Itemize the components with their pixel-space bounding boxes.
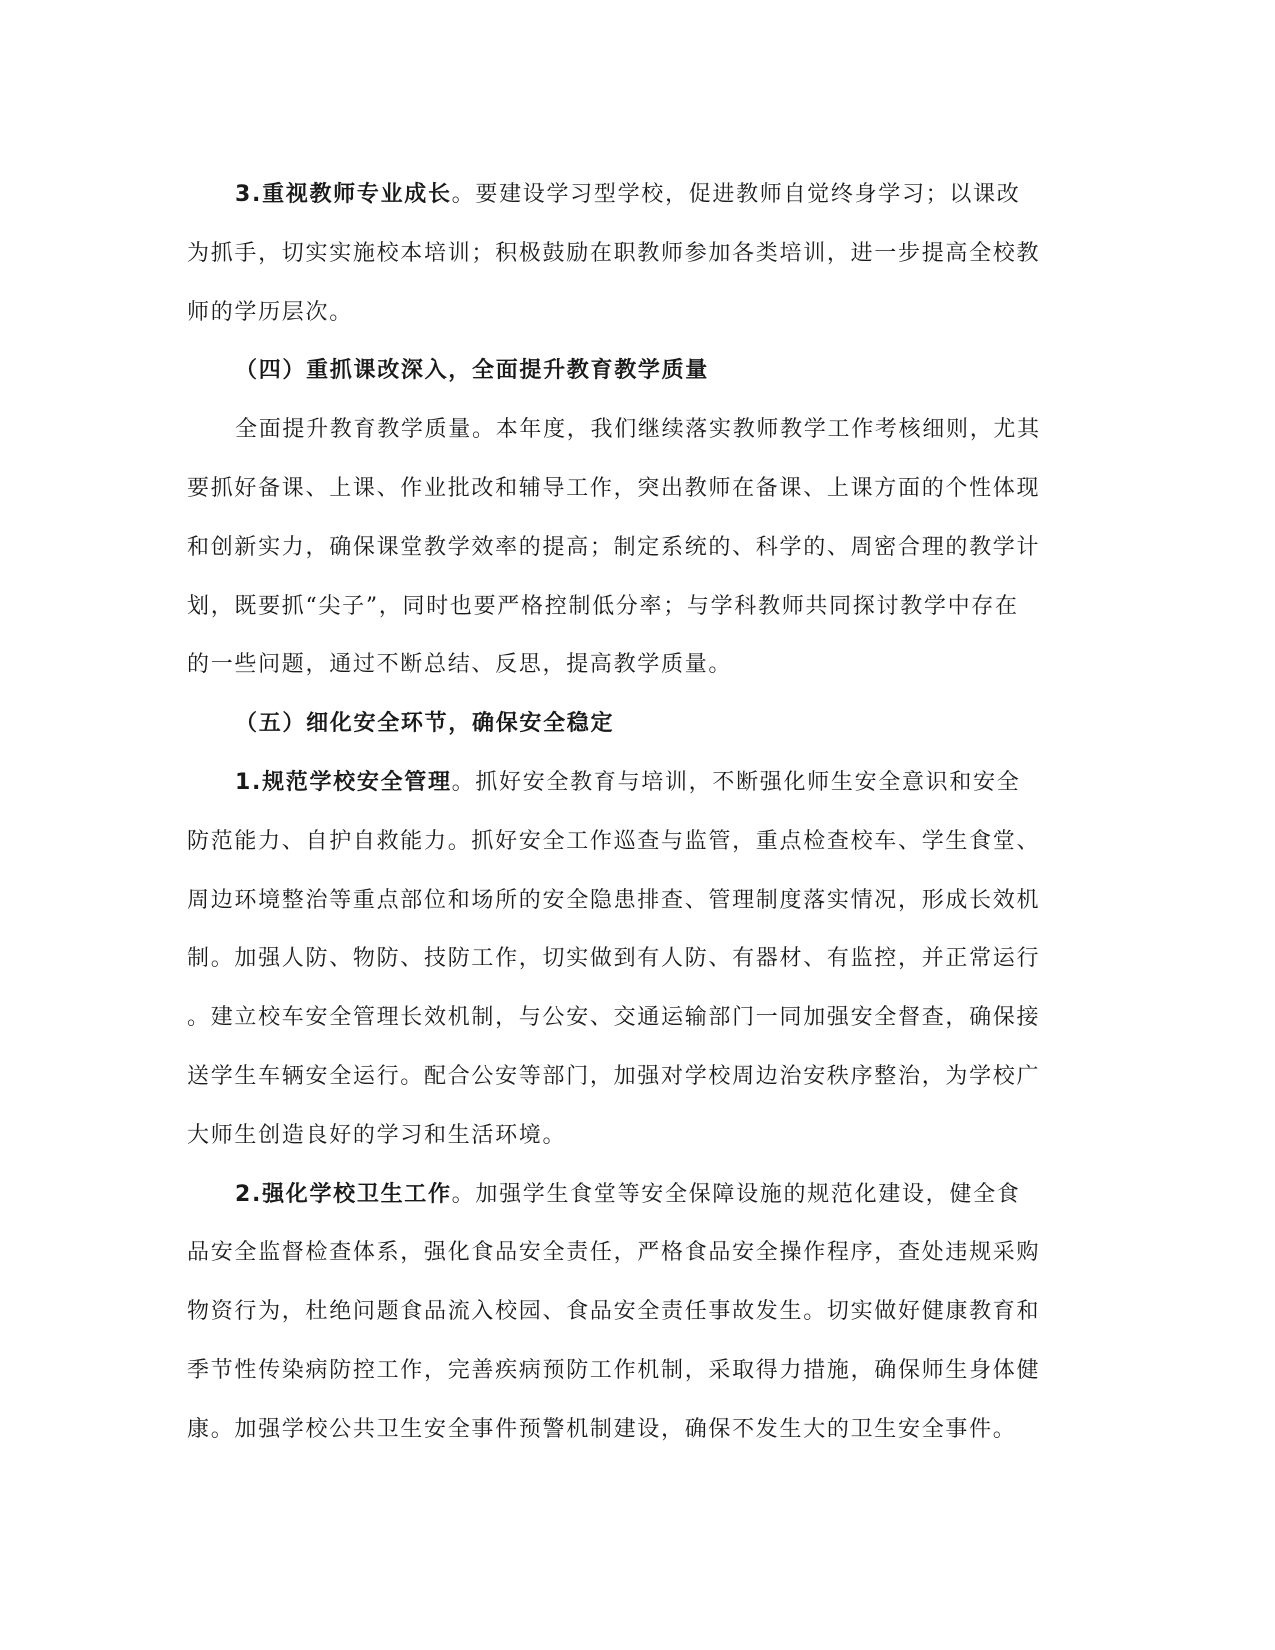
paragraph-teaching-quality — [187, 401, 1087, 695]
paragraph-teacher-growth — [187, 166, 1087, 342]
paragraph-text: 的一些问题，通过不断总结、反思，提高教学质量。 — [187, 652, 733, 678]
paragraph-text: 师的学历层次。 — [187, 299, 353, 325]
paragraph-text: 。要建设学习型学校，促进教师自觉终身学习；以课改 — [451, 182, 1021, 207]
paragraph-text: 防范能力、自护自救能力。抓好安全工作巡查与监管，重点检查校车、学生食堂、 — [187, 828, 1041, 854]
section-heading-4: （四）重抓课改深入，全面提升教育教学质量 — [235, 358, 710, 384]
paragraph-text: 。抓好安全教育与培训，不断强化师生安全意识和安全 — [451, 769, 1021, 795]
paragraph-text: 物资行为，杜绝问题食品流入校园、食品安全责任事故发生。切实做好健康教育和 — [187, 1299, 1041, 1325]
paragraph-text: 制。加强人防、物防、技防工作，切实做到有人防、有器材、有监控，并正常运行 — [187, 946, 1041, 972]
paragraph-safety-management — [187, 754, 1087, 1166]
paragraph-text: 康。加强学校公共卫生安全事件预警机制建设，确保不发生大的卫生安全事件。 — [187, 1416, 1017, 1442]
paragraph-text: 为抓手，切实实施校本培训；积极鼓励在职教师参加各类培训，进一步提高全校教 — [187, 240, 1041, 266]
paragraph-text: 。建立校车安全管理长效机制，与公安、交通运输部门一同加强安全督查，确保接 — [187, 1005, 1041, 1031]
paragraph-lead-title: 1.规范学校安全管理 — [235, 769, 452, 795]
paragraph-text: 全面提升教育教学质量。本年度，我们继续落实教师教学工作考核细则，尤其 — [235, 417, 1041, 443]
paragraph-text: 划，既要抓“尖子”，同时也要严格控制低分率；与学科教师共同探讨教学中存在 — [187, 593, 1019, 619]
document-body — [187, 166, 1087, 1460]
paragraph-lead-title: 2.强化学校卫生工作 — [235, 1181, 452, 1207]
paragraph-text: 。加强学生食堂等安全保障设施的规范化建设，健全食 — [451, 1181, 1021, 1207]
section-heading-5: （五）细化安全环节，确保安全稳定 — [235, 711, 615, 737]
paragraph-text: 送学生车辆安全运行。配合公安等部门，加强对学校周边治安秩序整治，为学校广 — [187, 1063, 1041, 1089]
paragraph-text: 季节性传染病防控工作，完善疾病预防工作机制，采取得力措施，确保师生身体健 — [187, 1357, 1041, 1383]
paragraph-text: 周边环境整治等重点部位和场所的安全隐患排查、管理制度落实情况，形成长效机 — [187, 887, 1041, 913]
paragraph-health-work — [187, 1166, 1087, 1460]
paragraph-lead-title: 3.重视教师专业成长 — [235, 182, 452, 207]
paragraph-text: 要抓好备课、上课、作业批改和辅导工作，突出教师在备课、上课方面的个性体现 — [187, 475, 1041, 501]
paragraph-text: 品安全监督检查体系，强化食品安全责任，严格食品安全操作程序，查处违规采购 — [187, 1240, 1041, 1266]
paragraph-text: 和创新实力，确保课堂教学效率的提高；制定系统的、科学的、周密合理的教学计 — [187, 534, 1041, 560]
paragraph-text: 大师生创造良好的学习和生活环境。 — [187, 1122, 567, 1148]
